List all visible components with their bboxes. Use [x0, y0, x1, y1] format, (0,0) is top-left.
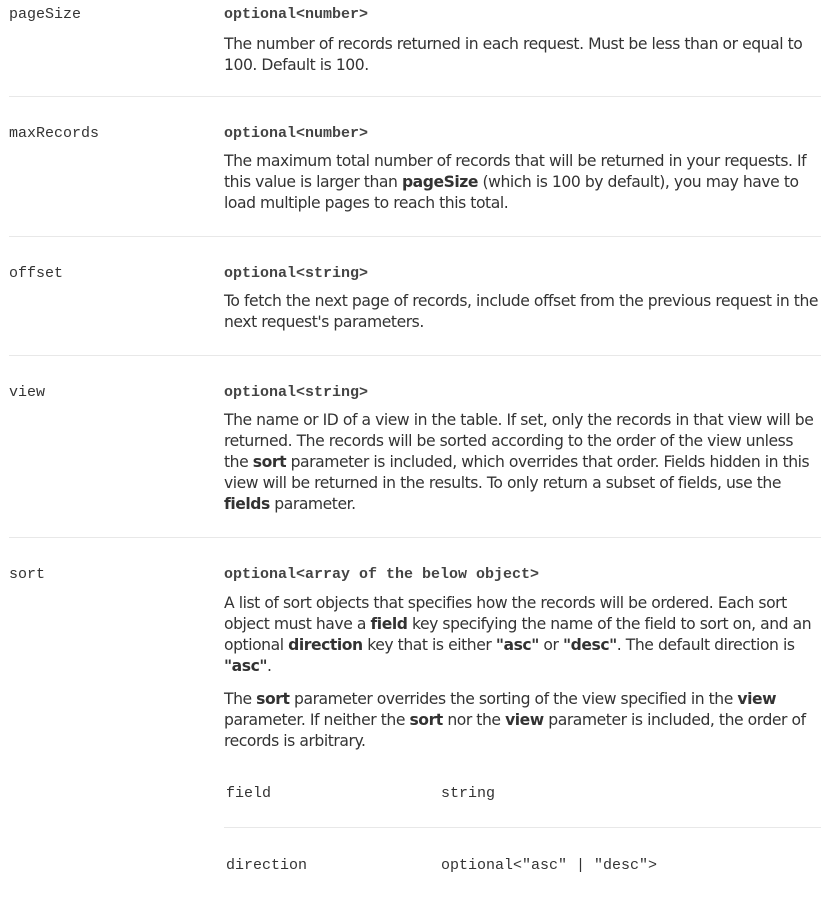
sort-field-type: optional<"asc" | "desc">: [441, 857, 658, 874]
param-name: maxRecords: [9, 125, 100, 142]
sort-field-row-direction: [224, 857, 821, 887]
param-row-pagesize: [9, 6, 821, 97]
param-row-sort: [9, 566, 821, 750]
param-type: optional<number>: [224, 6, 369, 23]
param-description: The maximum total number of records that will be returned in your requests. If this value is larger than pageSize (which is 100 by default), you may have to load multiple pages to reach this total.: [224, 152, 807, 212]
sort-field-type: string: [441, 785, 496, 802]
param-type: optional<string>: [224, 265, 369, 282]
param-name: view: [9, 384, 46, 401]
param-name: pageSize: [9, 6, 82, 23]
param-name: sort: [9, 566, 46, 583]
sort-field-name: field: [226, 785, 272, 802]
sort-field-row-field: [224, 785, 821, 828]
param-description: The name or ID of a view in the table. If set, only the records in that view will be returned. The records will be sorted according to the order of the view unless the sort parameter is included, which overrides that order. Fields hidden in this view will be returned in the results. To only return a subset of fields, use the fields parameter.: [224, 411, 814, 513]
param-row-offset: [9, 265, 821, 356]
param-row-view: [9, 384, 821, 538]
param-description: The number of records returned in each request. Must be less than or equal to 100. Default is 100.: [224, 35, 803, 74]
param-type: optional<array of the below object>: [224, 566, 540, 583]
sort-field-name: direction: [226, 857, 308, 874]
param-description: To fetch the next page of records, include offset from the previous request in the next request's parameters.: [224, 292, 819, 331]
param-row-maxrecords: [9, 125, 821, 237]
param-type: optional<string>: [224, 384, 369, 401]
param-name: offset: [9, 265, 64, 282]
param-type: optional<number>: [224, 125, 369, 142]
param-description: A list of sort objects that specifies how the records will be ordered. Each sort object must have a field key specifying the name of the field to sort on, and an optional direction key that is either "asc" or "desc". The default direction is "asc". The sort parameter overrides the sorting of the view specified in the view parameter. If neither the sort nor the view parameter is included, the order of records is arbitrary.: [224, 594, 812, 750]
